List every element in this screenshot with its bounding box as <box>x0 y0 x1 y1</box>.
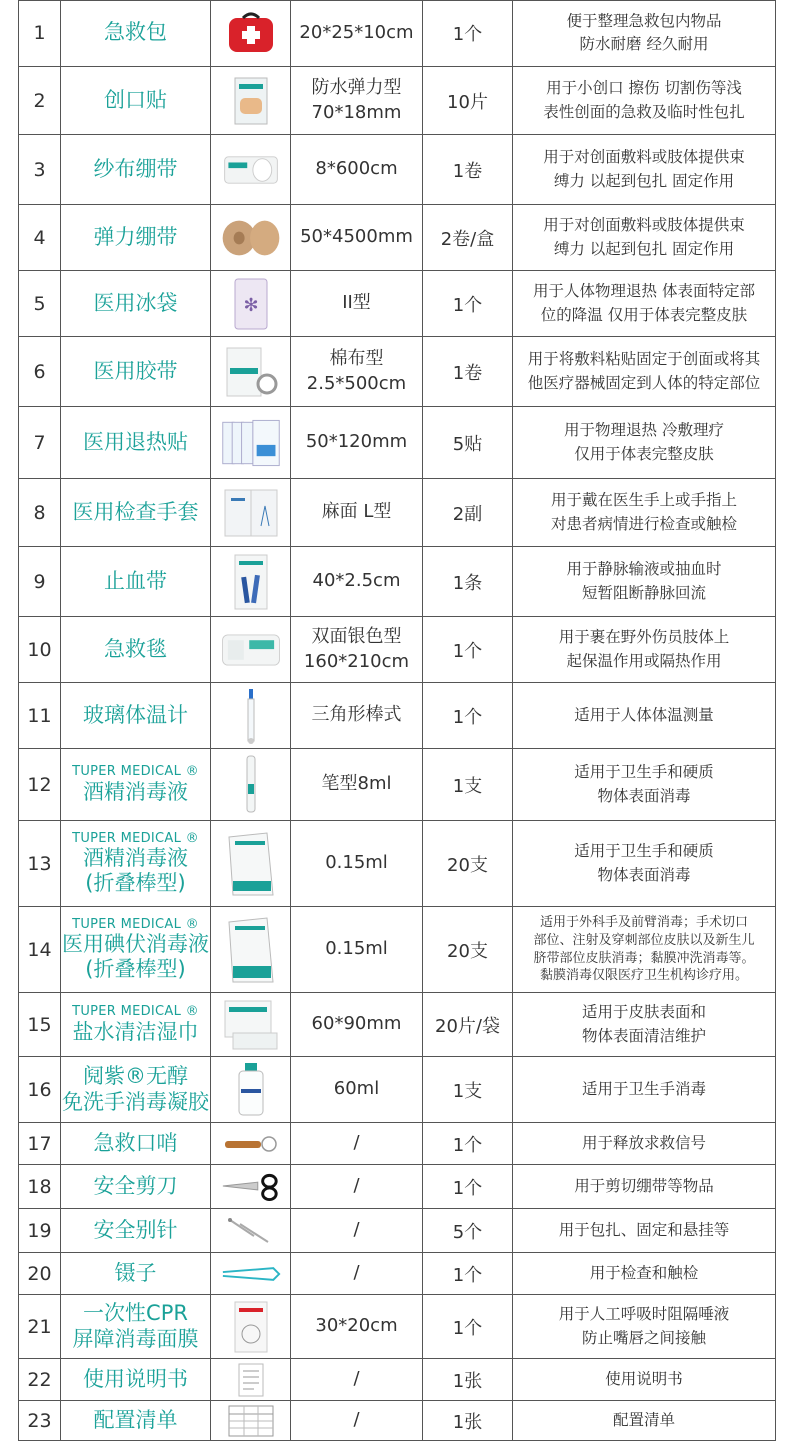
gauze-roll-icon <box>219 142 283 198</box>
item-usage-line: 位的降温 仅用于体表完整皮肤 <box>540 305 748 324</box>
item-usage <box>513 0 776 66</box>
table-row <box>18 821 776 907</box>
item-usage <box>513 1209 776 1252</box>
item-name <box>61 1359 211 1400</box>
brand-label: TUPER MEDICAL ® <box>72 916 199 932</box>
item-image <box>211 683 291 748</box>
item-usage-line: 适用于卫生手和硬质 <box>574 763 714 782</box>
item-usage-line: 物体表面消毒 <box>597 786 691 805</box>
item-image <box>211 1295 291 1358</box>
item-usage-line: 部位、注射及穿刺部位皮肤以及新生儿 <box>533 932 755 948</box>
item-usage-line: 用于对创面敷料或肢体提供束 <box>543 216 745 235</box>
item-usage-line: 起保温作用或隔热作用 <box>566 651 722 670</box>
item-quantity: 10片 <box>423 67 513 134</box>
table-row <box>18 271 776 337</box>
item-usage-line: 物体表面清洁维护 <box>581 1026 706 1045</box>
tourniquet-icon <box>219 554 283 610</box>
item-image <box>211 135 291 204</box>
table-row <box>18 479 776 547</box>
item-usage-line: 适用于卫生手消毒 <box>581 1079 706 1098</box>
table-row <box>18 67 776 135</box>
item-spec <box>291 1359 423 1400</box>
item-usage <box>513 821 776 906</box>
item-spec-line: 2.5*500cm <box>306 372 407 394</box>
item-usage <box>513 1401 776 1440</box>
item-usage-line: 物体表面消毒 <box>597 865 691 884</box>
item-quantity: 2副 <box>423 479 513 546</box>
item-spec-line: 40*2.5cm <box>312 570 401 592</box>
item-quantity: 1张 <box>423 1359 513 1400</box>
first-aid-bag-icon <box>219 5 283 61</box>
table-row <box>18 1209 776 1253</box>
table-row <box>18 205 776 271</box>
item-spec <box>291 1401 423 1440</box>
item-spec <box>291 1123 423 1164</box>
item-usage <box>513 337 776 406</box>
cpr-mask-icon <box>219 1299 283 1355</box>
elastic-bandage-icon <box>219 210 283 266</box>
item-number: 19 <box>18 1209 61 1252</box>
item-usage-line: 用于将敷料粘贴固定于创面或将其 <box>527 350 761 369</box>
item-usage-line: 脐带部位皮肤消毒；黏膜冲洗消毒等。 <box>533 950 755 966</box>
item-name-line: 医用退热贴 <box>83 429 188 454</box>
item-usage-line: 他医疗器械固定到人体的特定部位 <box>527 373 761 392</box>
item-spec <box>291 1209 423 1252</box>
item-usage <box>513 547 776 616</box>
item-name <box>61 1401 211 1440</box>
item-usage <box>513 907 776 992</box>
item-usage-line: 用于释放求救信号 <box>581 1133 706 1152</box>
item-spec-line: 30*20cm <box>315 1315 398 1337</box>
item-number: 16 <box>18 1057 61 1122</box>
cooling-patch-icon <box>219 415 283 471</box>
item-spec <box>291 907 423 992</box>
item-name <box>61 1165 211 1208</box>
item-usage <box>513 1253 776 1294</box>
item-usage-line: 用于裹在野外伤员肢体上 <box>558 628 730 647</box>
table-row <box>18 407 776 479</box>
item-usage-line: 用于小创口 擦伤 切割伤等浅 <box>546 79 742 98</box>
item-spec-line: / <box>353 1368 360 1390</box>
item-name-line: 创口贴 <box>104 87 167 112</box>
item-image <box>211 617 291 682</box>
item-number: 22 <box>18 1359 61 1400</box>
item-usage <box>513 407 776 478</box>
table-row <box>18 547 776 617</box>
item-spec <box>291 0 423 66</box>
item-name-line: 阋紫®无醇 <box>83 1064 188 1089</box>
item-quantity: 1个 <box>423 0 513 66</box>
item-number: 17 <box>18 1123 61 1164</box>
item-name-line: 医用胶带 <box>93 358 178 383</box>
item-quantity: 1个 <box>423 271 513 336</box>
item-image <box>211 479 291 546</box>
item-image <box>211 993 291 1056</box>
item-name <box>61 337 211 406</box>
item-spec <box>291 683 423 748</box>
item-image <box>211 205 291 270</box>
item-spec-line: II型 <box>342 292 371 314</box>
item-image <box>211 1401 291 1440</box>
item-quantity: 1条 <box>423 547 513 616</box>
gloves-icon <box>219 485 283 541</box>
item-spec-line: 0.15ml <box>325 852 388 874</box>
item-name-line: 急救口哨 <box>93 1130 178 1155</box>
item-name <box>61 993 211 1056</box>
item-spec-line: 0.15ml <box>325 938 388 960</box>
table-row <box>18 1057 776 1123</box>
item-usage-line: 缚力 以起到包扎 固定作用 <box>553 239 735 258</box>
item-name <box>61 67 211 134</box>
item-number: 9 <box>18 547 61 616</box>
item-image <box>211 749 291 820</box>
item-spec-line: 50*120mm <box>305 431 408 453</box>
item-usage-line: 使用说明书 <box>605 1369 683 1388</box>
item-number: 12 <box>18 749 61 820</box>
item-number: 5 <box>18 271 61 336</box>
item-number: 4 <box>18 205 61 270</box>
item-quantity: 1卷 <box>423 135 513 204</box>
item-quantity: 1个 <box>423 1123 513 1164</box>
item-number: 7 <box>18 407 61 478</box>
item-quantity: 1个 <box>423 617 513 682</box>
item-spec <box>291 67 423 134</box>
item-name-line: 安全别针 <box>93 1217 178 1242</box>
item-usage-line: 表性创面的急救及临时性包扎 <box>543 102 745 121</box>
item-spec-line: 麻面 L型 <box>321 501 392 523</box>
item-number: 6 <box>18 337 61 406</box>
table-row <box>18 683 776 749</box>
item-usage <box>513 205 776 270</box>
item-spec <box>291 407 423 478</box>
item-usage-line: 用于检查和触检 <box>589 1263 699 1282</box>
item-quantity: 1个 <box>423 1165 513 1208</box>
item-spec-line: 双面银色型 <box>311 626 402 648</box>
item-quantity: 20片/袋 <box>423 993 513 1056</box>
item-name-line: 急救毯 <box>104 636 167 661</box>
ice-pack-icon <box>219 276 283 332</box>
item-spec-line: 防水弹力型 <box>311 77 402 99</box>
item-number: 21 <box>18 1295 61 1358</box>
item-usage <box>513 1295 776 1358</box>
item-name <box>61 0 211 66</box>
saline-wipes-icon <box>219 997 283 1053</box>
item-usage-line: 用于剪切绷带等物品 <box>574 1176 714 1195</box>
item-name-line: 酒精消毒液 <box>83 779 188 804</box>
item-spec <box>291 547 423 616</box>
item-usage <box>513 683 776 748</box>
item-name-line: (折叠棒型) <box>85 871 186 896</box>
item-spec-line: 70*18mm <box>311 101 402 123</box>
item-spec-line: 三角形棒式 <box>311 704 402 726</box>
item-name-line: 纱布绷带 <box>93 156 178 181</box>
item-usage-line: 便于整理急救包内物品 <box>566 11 722 30</box>
item-image <box>211 547 291 616</box>
item-usage-line: 配置清单 <box>612 1410 675 1429</box>
item-name <box>61 1295 211 1358</box>
item-spec <box>291 1165 423 1208</box>
item-name <box>61 547 211 616</box>
item-name-line: 酒精消毒液 <box>83 846 188 871</box>
table-row <box>18 135 776 205</box>
hand-sanitizer-icon <box>219 1062 283 1118</box>
table-row <box>18 337 776 407</box>
item-name-line: 屏障消毒面膜 <box>72 1326 199 1351</box>
item-number: 8 <box>18 479 61 546</box>
item-usage-line: 缚力 以起到包扎 固定作用 <box>553 171 735 190</box>
item-spec-line: 60*90mm <box>311 1013 402 1035</box>
item-number: 15 <box>18 993 61 1056</box>
item-quantity: 1个 <box>423 683 513 748</box>
item-spec <box>291 993 423 1056</box>
emergency-blanket-icon <box>219 622 283 678</box>
item-name <box>61 479 211 546</box>
item-spec <box>291 271 423 336</box>
item-name-line: 安全剪刀 <box>93 1173 178 1198</box>
item-number: 1 <box>18 0 61 66</box>
item-number: 13 <box>18 821 61 906</box>
item-number: 20 <box>18 1253 61 1294</box>
item-name-line: 止血带 <box>104 568 167 593</box>
item-name <box>61 271 211 336</box>
item-image <box>211 0 291 66</box>
item-quantity: 1卷 <box>423 337 513 406</box>
item-quantity: 5个 <box>423 1209 513 1252</box>
item-usage-line: 用于物理退热 冷敷理疗 <box>564 421 724 440</box>
item-spec <box>291 749 423 820</box>
item-quantity: 5贴 <box>423 407 513 478</box>
table-row <box>18 1165 776 1209</box>
item-spec <box>291 1057 423 1122</box>
thermometer-icon <box>219 688 283 744</box>
item-name <box>61 1057 211 1122</box>
item-name-line: 医用检查手套 <box>72 499 199 524</box>
item-name-line: 医用冰袋 <box>93 290 178 315</box>
item-usage <box>513 1359 776 1400</box>
item-usage <box>513 67 776 134</box>
item-name <box>61 683 211 748</box>
item-quantity: 20支 <box>423 821 513 906</box>
tweezers-icon <box>219 1246 283 1302</box>
item-name <box>61 821 211 906</box>
svg-text:✻: ✻ <box>242 294 259 316</box>
item-name <box>61 135 211 204</box>
table-row <box>18 749 776 821</box>
item-image <box>211 821 291 906</box>
table-row <box>18 1401 776 1441</box>
item-spec <box>291 479 423 546</box>
item-usage-line: 防止嘴唇之间接触 <box>581 1328 706 1347</box>
table-row <box>18 617 776 683</box>
table-row <box>18 1359 776 1401</box>
item-name <box>61 1209 211 1252</box>
bandage-strip-icon <box>219 73 283 129</box>
iodine-swab-box-icon <box>219 922 283 978</box>
item-usage-line: 适用于外科手及前臂消毒；手术切口 <box>539 915 748 931</box>
item-spec-line: / <box>353 1409 360 1431</box>
item-usage <box>513 1165 776 1208</box>
item-image <box>211 907 291 992</box>
item-usage-line: 用于戴在医生手上或手指上 <box>550 491 737 510</box>
item-usage-line: 用于静脉输液或抽血时 <box>566 560 722 579</box>
item-name-line: 一次性CPR <box>83 1301 188 1326</box>
item-spec-line: 160*210cm <box>303 650 410 672</box>
item-quantity: 1支 <box>423 749 513 820</box>
brand-label: TUPER MEDICAL ® <box>72 830 199 846</box>
item-spec <box>291 135 423 204</box>
alcohol-swab-box-icon <box>219 836 283 892</box>
item-usage <box>513 993 776 1056</box>
item-number: 23 <box>18 1401 61 1440</box>
item-number: 11 <box>18 683 61 748</box>
item-spec-line: 棉布型 <box>329 348 384 370</box>
item-quantity: 1张 <box>423 1401 513 1440</box>
item-image <box>211 67 291 134</box>
item-usage <box>513 135 776 204</box>
item-usage <box>513 1123 776 1164</box>
alcohol-pen-icon <box>219 757 283 813</box>
item-spec-line: 8*600cm <box>315 158 398 180</box>
item-spec-line: 笔型8ml <box>321 773 392 795</box>
item-spec <box>291 1253 423 1294</box>
item-usage-line: 对患者病情进行检查或触检 <box>550 514 737 533</box>
item-number: 3 <box>18 135 61 204</box>
item-spec <box>291 205 423 270</box>
table-row <box>18 993 776 1057</box>
table-row <box>18 1123 776 1165</box>
item-usage-line: 仅用于体表完整皮肤 <box>574 444 714 463</box>
item-number: 18 <box>18 1165 61 1208</box>
item-image <box>211 337 291 406</box>
item-usage <box>513 271 776 336</box>
item-spec-line: / <box>353 1175 360 1197</box>
item-usage-line: 适用于人体体温测量 <box>574 705 714 724</box>
table-row <box>18 1295 776 1359</box>
item-usage-line: 短暂阻断静脉回流 <box>581 583 706 602</box>
item-name <box>61 749 211 820</box>
medical-tape-icon <box>219 344 283 400</box>
item-spec <box>291 1295 423 1358</box>
item-usage <box>513 617 776 682</box>
item-image <box>211 1253 291 1294</box>
item-name <box>61 205 211 270</box>
item-name-line: 配置清单 <box>93 1407 178 1432</box>
brand-label: TUPER MEDICAL ® <box>72 1004 199 1020</box>
item-name-line: 玻璃体温计 <box>83 702 188 727</box>
item-name-line: (折叠棒型) <box>85 957 186 982</box>
item-number: 2 <box>18 67 61 134</box>
item-usage-line: 防水耐磨 经久耐用 <box>579 35 709 53</box>
item-quantity: 1个 <box>423 1253 513 1294</box>
item-usage <box>513 479 776 546</box>
item-number: 14 <box>18 907 61 992</box>
item-spec-line: 20*25*10cm <box>299 21 414 43</box>
item-name-line: 使用说明书 <box>83 1366 188 1391</box>
table-row <box>18 907 776 993</box>
item-spec-line: 60ml <box>333 1078 380 1100</box>
item-spec <box>291 337 423 406</box>
item-spec-line: / <box>353 1219 360 1241</box>
item-usage <box>513 749 776 820</box>
checklist-icon <box>219 1393 283 1449</box>
item-quantity: 1个 <box>423 1295 513 1358</box>
brand-label: TUPER MEDICAL ® <box>72 764 199 780</box>
table-row <box>18 1253 776 1295</box>
item-quantity: 1支 <box>423 1057 513 1122</box>
item-image <box>211 271 291 336</box>
item-name-line: 镊子 <box>114 1260 157 1285</box>
item-name-line: 盐水清洁湿巾 <box>72 1019 199 1044</box>
item-spec <box>291 821 423 906</box>
item-usage-line: 用于人体物理退热 体表面特定部 <box>533 282 755 301</box>
item-image <box>211 1057 291 1122</box>
item-quantity: 20支 <box>423 907 513 992</box>
item-name <box>61 407 211 478</box>
item-name <box>61 1253 211 1294</box>
item-image <box>211 407 291 478</box>
item-name-line: 医用碘伏消毒液 <box>62 932 209 957</box>
item-spec <box>291 617 423 682</box>
item-spec-line: 50*4500mm <box>300 226 413 248</box>
item-usage-line: 黏膜消毒仅限医疗卫生机构诊疗用。 <box>539 968 748 984</box>
item-usage-line: 用于包扎、固定和悬挂等 <box>558 1220 730 1239</box>
item-usage-line: 用于人工呼吸时阻隔唾液 <box>558 1305 730 1324</box>
item-quantity: 2卷/盒 <box>423 205 513 270</box>
item-number: 10 <box>18 617 61 682</box>
item-usage-line: 适用于卫生手和硬质 <box>574 842 714 861</box>
item-name <box>61 907 211 992</box>
item-usage-line: 适用于皮肤表面和 <box>581 1003 706 1022</box>
table-row <box>18 0 776 67</box>
item-name <box>61 1123 211 1164</box>
item-name-line: 急救包 <box>104 20 167 45</box>
item-name-line: 免洗手消毒凝胶 <box>62 1089 209 1114</box>
item-name-line: 弹力绷带 <box>93 224 178 249</box>
item-usage <box>513 1057 776 1122</box>
item-name <box>61 617 211 682</box>
item-spec-line: / <box>353 1132 360 1154</box>
item-usage-line: 用于对创面敷料或肢体提供束 <box>543 148 745 167</box>
item-spec-line: / <box>353 1262 360 1284</box>
